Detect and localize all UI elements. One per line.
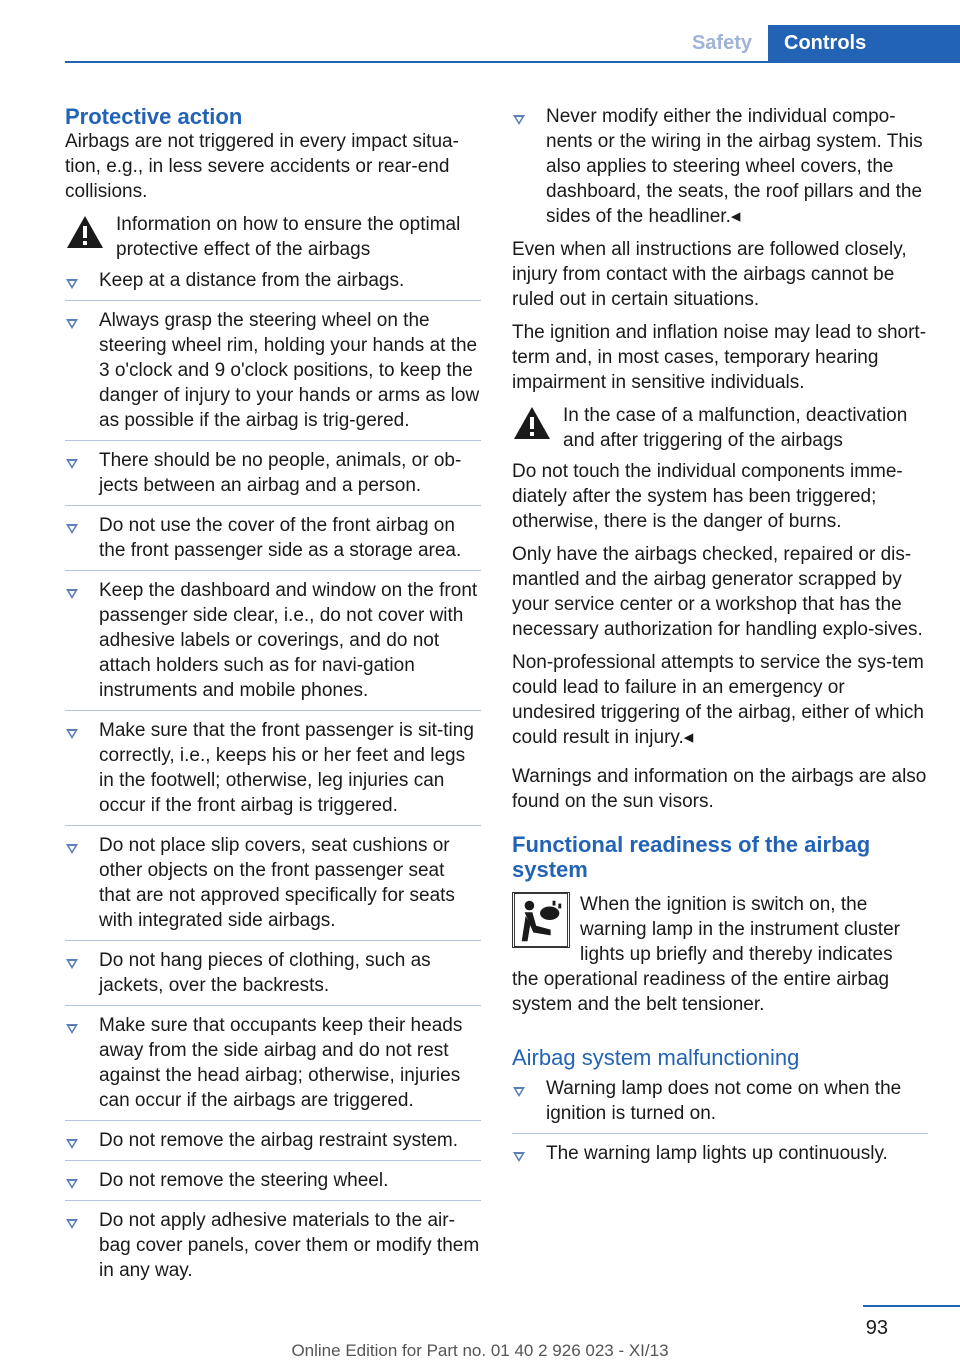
list-item bbox=[65, 268, 481, 293]
list-item-text: Do not remove the steering wheel. bbox=[99, 1170, 389, 1191]
bullet-triangle-icon bbox=[66, 1179, 78, 1189]
intro-paragraph: Airbags are not triggered in every impact situa-tion, e.g., in less severe accidents or rear-end collisions. bbox=[65, 131, 459, 202]
airbag-warning-lamp-icon bbox=[512, 892, 570, 948]
bullet-triangle-icon bbox=[66, 959, 78, 969]
list-item-text: The warning lamp lights up continuously. bbox=[546, 1143, 888, 1164]
edition-note: Online Edition for Part no. 01 40 2 926 023 - XI/13 bbox=[291, 1341, 669, 1360]
list-item bbox=[65, 505, 481, 563]
bullet-triangle-icon bbox=[66, 279, 78, 289]
list-item bbox=[65, 1120, 481, 1153]
warning-title: Information on how to ensure the optimal protective effect of the airbags bbox=[116, 214, 461, 260]
paragraph-noise: The ignition and inflation noise may lead to short-term and, in most cases, temporary hearing impairment in sensitive individuals. bbox=[512, 322, 927, 393]
continued-bullet-list bbox=[512, 104, 928, 229]
header-rule bbox=[65, 61, 960, 63]
readiness-block bbox=[512, 892, 928, 967]
list-item-text: Make sure that the front passenger is sit-ting correctly, i.e., keeps his or her feet and legs in the footwell; otherwise, leg injuries can occur if the front airbag is triggered. bbox=[99, 720, 474, 816]
paragraph-burns: Do not touch the individual components imme-diately after the system has been triggered; otherwise, there is the danger of burns. bbox=[512, 461, 903, 532]
bullet-triangle-icon bbox=[66, 319, 78, 329]
heading-protective-action: Protective action bbox=[65, 104, 243, 129]
list-item-text: Keep the dashboard and window on the front passenger side clear, i.e., do not cover with adhesive labels or coverings, and do not attach holders such as for navi-gation instruments and mobile phones. bbox=[99, 580, 478, 701]
bullet-triangle-icon bbox=[513, 115, 525, 125]
list-item-text: Warning lamp does not come on when the ignition is turned on. bbox=[546, 1078, 902, 1124]
list-item-text: Make sure that occupants keep their heads away from the side airbag and do not rest against the head airbag; otherwise, injuries can occur if the airbags are triggered. bbox=[99, 1015, 463, 1111]
list-item-text: Always grasp the steering wheel on the steering wheel rim, holding your hands at the 3 o'clock and 9 o'clock positions, to keep the danger of injury to your hands or arms as low as possible if the airbag is trig-gered. bbox=[99, 310, 480, 431]
warning-block bbox=[65, 212, 481, 262]
list-item bbox=[65, 1005, 481, 1113]
list-item-text: Do not place slip covers, seat cushions or other objects on the front passenger seat that are not approved specifically for seats with integrated side airbags. bbox=[99, 835, 455, 931]
bullet-triangle-icon bbox=[66, 1139, 78, 1149]
list-item-text: Do not apply adhesive materials to the air-bag cover panels, cover them or modify them in any way. bbox=[99, 1210, 480, 1281]
list-item-text: Do not hang pieces of clothing, such as jackets, over the backrests. bbox=[99, 950, 431, 996]
list-item bbox=[512, 1076, 928, 1126]
heading-functional-readiness: Functional readiness of the airbag system bbox=[512, 832, 871, 882]
right-column bbox=[512, 100, 928, 1174]
list-item bbox=[512, 104, 928, 229]
readiness-text: When the ignition is switch on, the warning lamp in the instrument cluster lights up briefly and thereby indicates bbox=[580, 894, 900, 965]
list-item bbox=[65, 570, 481, 703]
bullet-triangle-icon bbox=[66, 1024, 78, 1034]
warning-triangle-icon bbox=[65, 213, 105, 251]
list-item bbox=[65, 300, 481, 433]
paragraph-sun-visors: Warnings and information on the airbags are also found on the sun visors. bbox=[512, 766, 927, 812]
paragraph-non-professional: Non-professional attempts to service the sys-tem could lead to failure in an emergency or undesired triggering of the airbag, either of which could result in injury.◂ bbox=[512, 652, 924, 748]
page-number: 93 bbox=[865, 1317, 888, 1339]
paragraph-injury: Even when all instructions are followed closely, injury from contact with the airbags cannot be ruled out in certain situations. bbox=[512, 239, 907, 310]
list-item-text: There should be no people, animals, or ob-jects between an airbag and a person. bbox=[99, 450, 462, 496]
bullet-triangle-icon bbox=[66, 524, 78, 534]
footer-rule bbox=[863, 1305, 960, 1307]
section-tabs bbox=[692, 25, 960, 61]
warning-block bbox=[512, 403, 928, 453]
bullet-triangle-icon bbox=[513, 1152, 525, 1162]
list-item bbox=[512, 1133, 928, 1166]
tab-safety[interactable]: Safety bbox=[691, 31, 752, 54]
list-item-text: Never modify either the individual compo-nents or the wiring in the airbag system. This also applies to steering wheel covers, the dashboard, the seats, the roof pillars and the sides of the headliner.◂ bbox=[546, 106, 923, 227]
paragraph-service: Only have the airbags checked, repaired or dis-mantled and the airbag generator scrapped by your service center or a workshop that has the necessary authorization for handling explo-sives. bbox=[512, 544, 923, 640]
list-item bbox=[65, 940, 481, 998]
list-item bbox=[65, 1200, 481, 1283]
heading-malfunction: Airbag system malfunctioning bbox=[512, 1045, 800, 1070]
readiness-text-cont: the operational readiness of the entire airbag system and the belt tensioner. bbox=[512, 969, 890, 1015]
warning-title: In the case of a malfunction, deactivation and after triggering of the airbags bbox=[563, 405, 908, 451]
bullet-triangle-icon bbox=[66, 1219, 78, 1229]
malfunction-bullet-list bbox=[512, 1076, 928, 1166]
list-item-text: Keep at a distance from the airbags. bbox=[99, 270, 405, 291]
bullet-triangle-icon bbox=[513, 1087, 525, 1097]
left-column bbox=[65, 100, 481, 1291]
tab-controls[interactable]: Controls bbox=[768, 25, 960, 61]
bullet-triangle-icon bbox=[66, 729, 78, 739]
safety-bullet-list bbox=[65, 268, 481, 1283]
bullet-triangle-icon bbox=[66, 844, 78, 854]
list-item-text: Do not use the cover of the front airbag on the front passenger side as a storage area. bbox=[99, 515, 462, 561]
list-item bbox=[65, 440, 481, 498]
warning-triangle-icon bbox=[512, 404, 552, 442]
list-item bbox=[65, 825, 481, 933]
list-item bbox=[65, 710, 481, 818]
bullet-triangle-icon bbox=[66, 589, 78, 599]
list-item bbox=[65, 1160, 481, 1193]
bullet-triangle-icon bbox=[66, 459, 78, 469]
list-item-text: Do not remove the airbag restraint system. bbox=[99, 1130, 459, 1151]
